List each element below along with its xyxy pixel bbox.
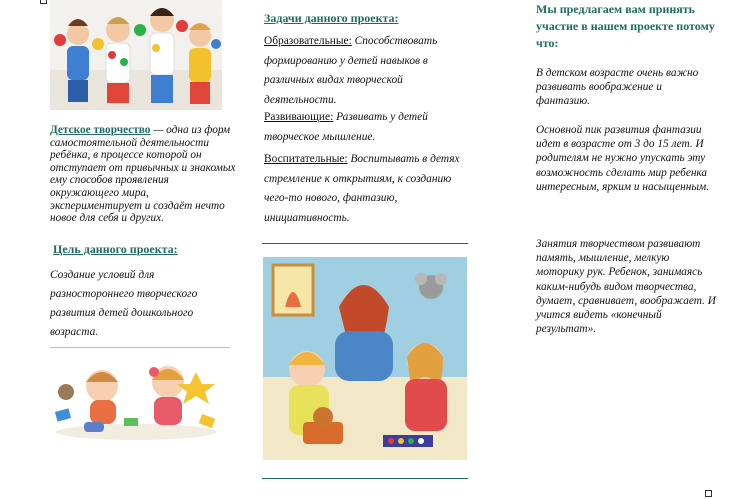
children-painted-hands-photo xyxy=(50,0,222,110)
column2-divider-bottom xyxy=(262,478,468,479)
task-upbringing xyxy=(264,150,464,228)
tasks-heading: Задачи данного проекта: xyxy=(264,11,399,25)
page-corner-mark xyxy=(40,0,47,4)
mother-and-children-crafting-illustration xyxy=(263,257,467,460)
page-corner-mark xyxy=(705,490,712,497)
reason-paragraph-3: Занятия творчеством развивают память, мышление, мелкую моторику рук. Ребенок, занимаясь каким-нибудь видом творчества, думает, сравнивает, воображает. И учится видеть «конечный результат». xyxy=(536,238,716,336)
task-label: Воспитательные: xyxy=(264,153,348,165)
task-text: Развивать у детей творческое мышление. xyxy=(264,111,428,143)
column1-divider xyxy=(50,347,230,348)
task-label: Образовательные: xyxy=(264,35,352,47)
task-text: Воспитывать в детях стремление к открытиям, к созданию чего-то нового, фантазию, инициативность. xyxy=(264,153,460,224)
reason-paragraph-1: В детском возрасте очень важно развивать воображение и фантазию. xyxy=(536,67,699,108)
reason-paragraph-2: Основной пик развития фантазии идет в возрасте от 3 до 15 лет. И родителям не нужно упускать эту возможность сделать мир ребенка интересным, ярким и насыщенным. xyxy=(536,124,710,193)
task-educational xyxy=(264,32,464,110)
task-text: Способствовать формированию у детей навыков в различных видах творческой деятельности. xyxy=(264,35,438,106)
column2-divider-top xyxy=(262,243,468,244)
creativity-link[interactable]: Детское творчество xyxy=(50,124,151,136)
invitation-heading: Мы предлагаем вам принять участие в нашем проекте потому что: xyxy=(536,2,715,50)
creativity-description xyxy=(50,124,236,225)
task-developmental xyxy=(264,108,464,147)
goal-text: Создание условий для разностороннего творческого развития детей дошкольного возраста. xyxy=(50,269,198,338)
creativity-description-text: — одна из форм самостоятельной деятельности ребёнка, в процессе которой он отступает от привычных и знакомых ему способов проявления окружающего мира, экспериментирует и создаёт нечто новое для себя и других. xyxy=(50,124,236,225)
goal-heading: Цель данного проекта: xyxy=(53,242,178,256)
task-label: Развивающие: xyxy=(264,111,334,123)
toddlers-crafting-illustration xyxy=(50,352,222,442)
